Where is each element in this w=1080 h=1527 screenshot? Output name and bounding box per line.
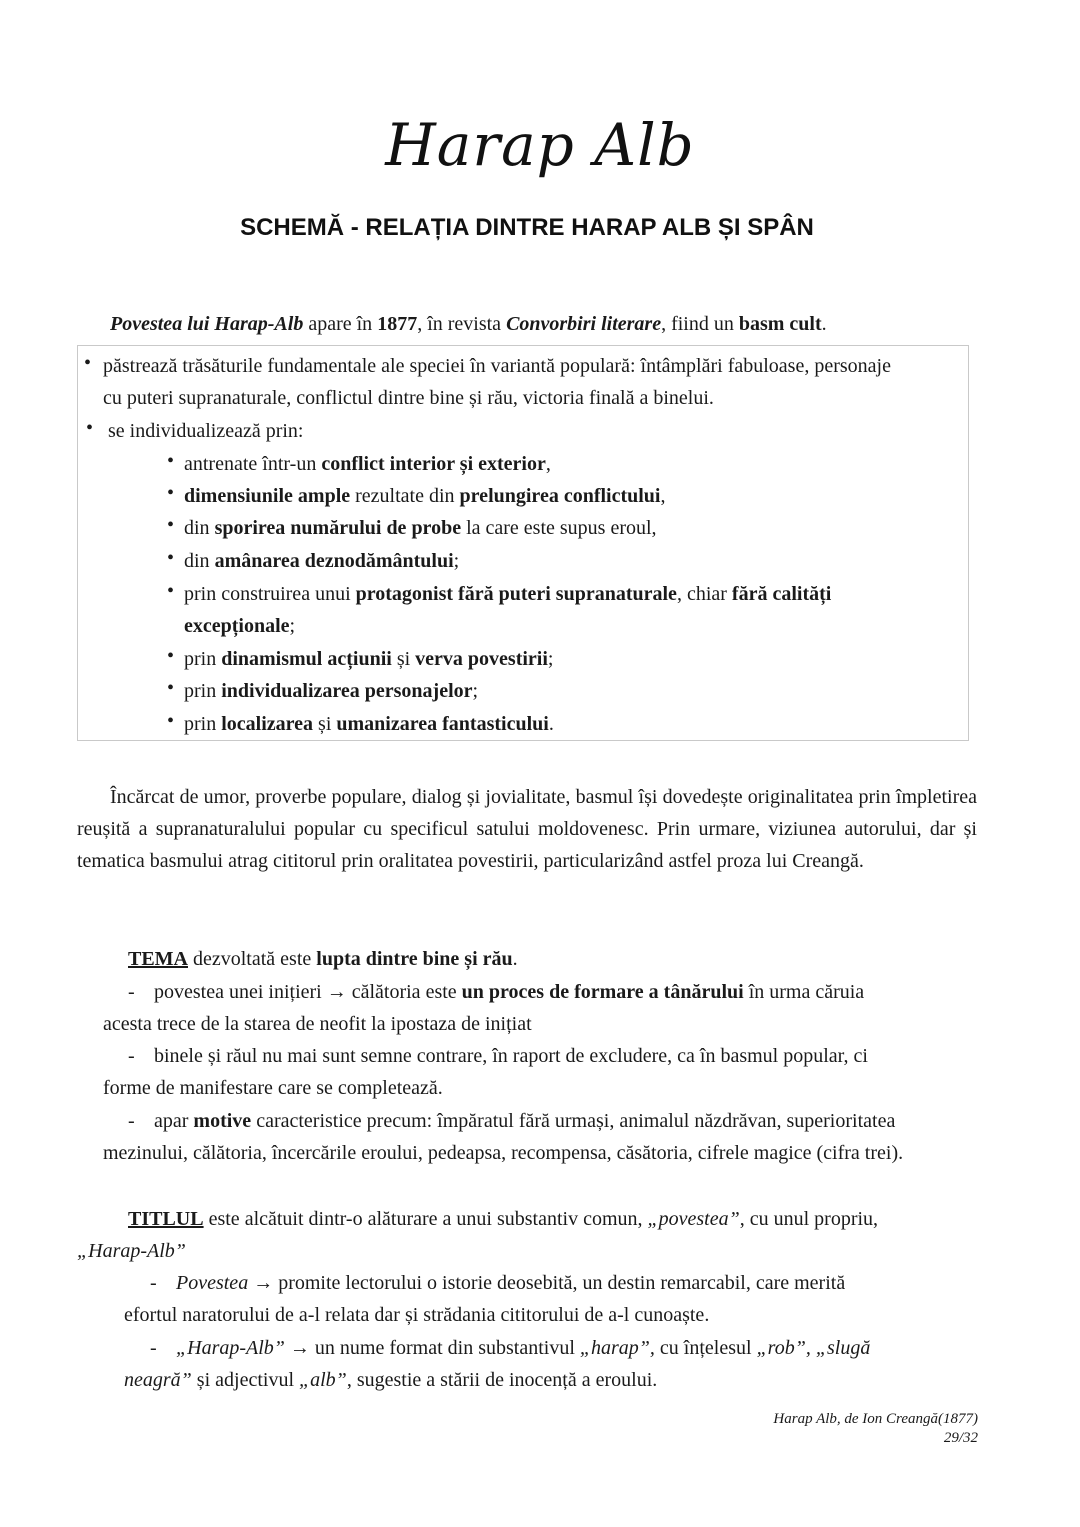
box-bullet-1-line-2: cu puteri supranaturale, conflictul dintre bine și rău, victoria finală a binelui. xyxy=(103,387,714,409)
bullet-dot: • xyxy=(167,677,175,699)
bullet-dot: • xyxy=(167,482,175,504)
box-bullet-2: se individualizează prin: xyxy=(108,420,304,442)
bullet-dot: • xyxy=(167,547,175,569)
script-title: Harap Alb xyxy=(385,111,695,179)
titlul-point-1-cont: efortul naratorului de a-l relata dar și strădania cititorului de a-l cunoaște. xyxy=(124,1304,710,1326)
bullet-dot: • xyxy=(167,645,175,667)
footer-source: Harap Alb, de Ion Creangă(1877) xyxy=(773,1411,978,1427)
tema-point-3-cont: mezinului, călătoria, încercările eroului, pedeapsa, recompensa, căsătoria, cifrele magice (cifra trei). xyxy=(103,1142,904,1164)
list-item: din amânarea deznodământului; xyxy=(184,550,460,572)
box-bullet-1-line-1: păstrează trăsăturile fundamentale ale speciei în variantă populară: întâmplări fabuloase, personaje xyxy=(103,355,891,377)
tema-point-1-cont: acesta trece de la starea de neofit la ipostaza de inițiat xyxy=(103,1013,532,1035)
bullet-dot: • xyxy=(167,514,175,536)
titlul-heading: TITLUL este alcătuit dintr-o alăturare a unui substantiv comun, „povestea”, cu unul propriu, xyxy=(128,1208,879,1230)
page-footer xyxy=(773,1410,978,1448)
list-item-continuation: excepționale; xyxy=(184,615,296,637)
tema-point-1: - povestea unei inițieri → călătoria este un proces de formare a tânărului în urma căruia xyxy=(128,981,865,1003)
tema-point-3: - apar motive caracteristice precum: împăratul fără urmași, animalul năzdrăvan, superioritatea xyxy=(128,1110,896,1132)
bullet-dot: • xyxy=(167,450,175,472)
tema-point-2: - binele și răul nu mai sunt semne contrare, în raport de excludere, ca în basmul popular, ci xyxy=(128,1045,868,1067)
titlul-heading-cont: „Harap-Alb” xyxy=(77,1240,186,1262)
bullet-dot: • xyxy=(167,710,175,732)
list-item: prin dinamismul acțiunii și verva povestirii; xyxy=(184,648,554,670)
titlul-point-2-cont: neagră” și adjectivul „alb”, sugestie a stării de inocență a eroului. xyxy=(124,1369,658,1391)
list-item: prin individualizarea personajelor; xyxy=(184,680,479,702)
list-item: antrenate într-un conflict interior și exterior, xyxy=(184,453,551,475)
titlul-point-2: - „Harap-Alb” → un nume format din substantivul „harap”, cu înțelesul „rob”, „slugă xyxy=(150,1337,871,1359)
list-item: dimensiunile ample rezultate din prelungirea conflictului, xyxy=(184,485,666,507)
titlul-point-1: - Povestea → promite lectorului o istorie deosebită, un destin remarcabil, care merită xyxy=(150,1272,846,1294)
paragraph-originality: Încărcat de umor, proverbe populare, dialog și jovialitate, basmul își dovedește originalitatea prin împletirea reușită a supranaturalului popular cu specificul satului moldovenesc. Prin urmare, viziunea autorului, dar și tematica basmului atrag cititorul prin oralitatea povestirii, particularizând astfel proza lui Creangă. xyxy=(77,786,977,872)
page-number: 29/32 xyxy=(943,1430,978,1446)
tema-point-2-cont: forme de manifestare care se completează. xyxy=(103,1077,443,1099)
list-item: prin localizarea și umanizarea fantasticului. xyxy=(184,713,554,735)
tema-heading: TEMA dezvoltată este lupta dintre bine și rău. xyxy=(128,948,518,970)
list-item: din sporirea numărului de probe la care este supus eroul, xyxy=(184,517,657,539)
list-item: prin construirea unui protagonist fără puteri supranaturale, chiar fără calități xyxy=(184,583,832,605)
bullet-dot: • xyxy=(167,580,175,602)
bullet-dot: • xyxy=(84,352,92,374)
schema-title: SCHEMĂ - RELAȚIA DINTRE HARAP ALB ȘI SPÂN xyxy=(240,214,814,241)
intro-sentence: Povestea lui Harap-Alb apare în 1877, în revista Convorbiri literare, fiind un basm cult. xyxy=(110,313,827,335)
bullet-dot: • xyxy=(86,417,94,439)
